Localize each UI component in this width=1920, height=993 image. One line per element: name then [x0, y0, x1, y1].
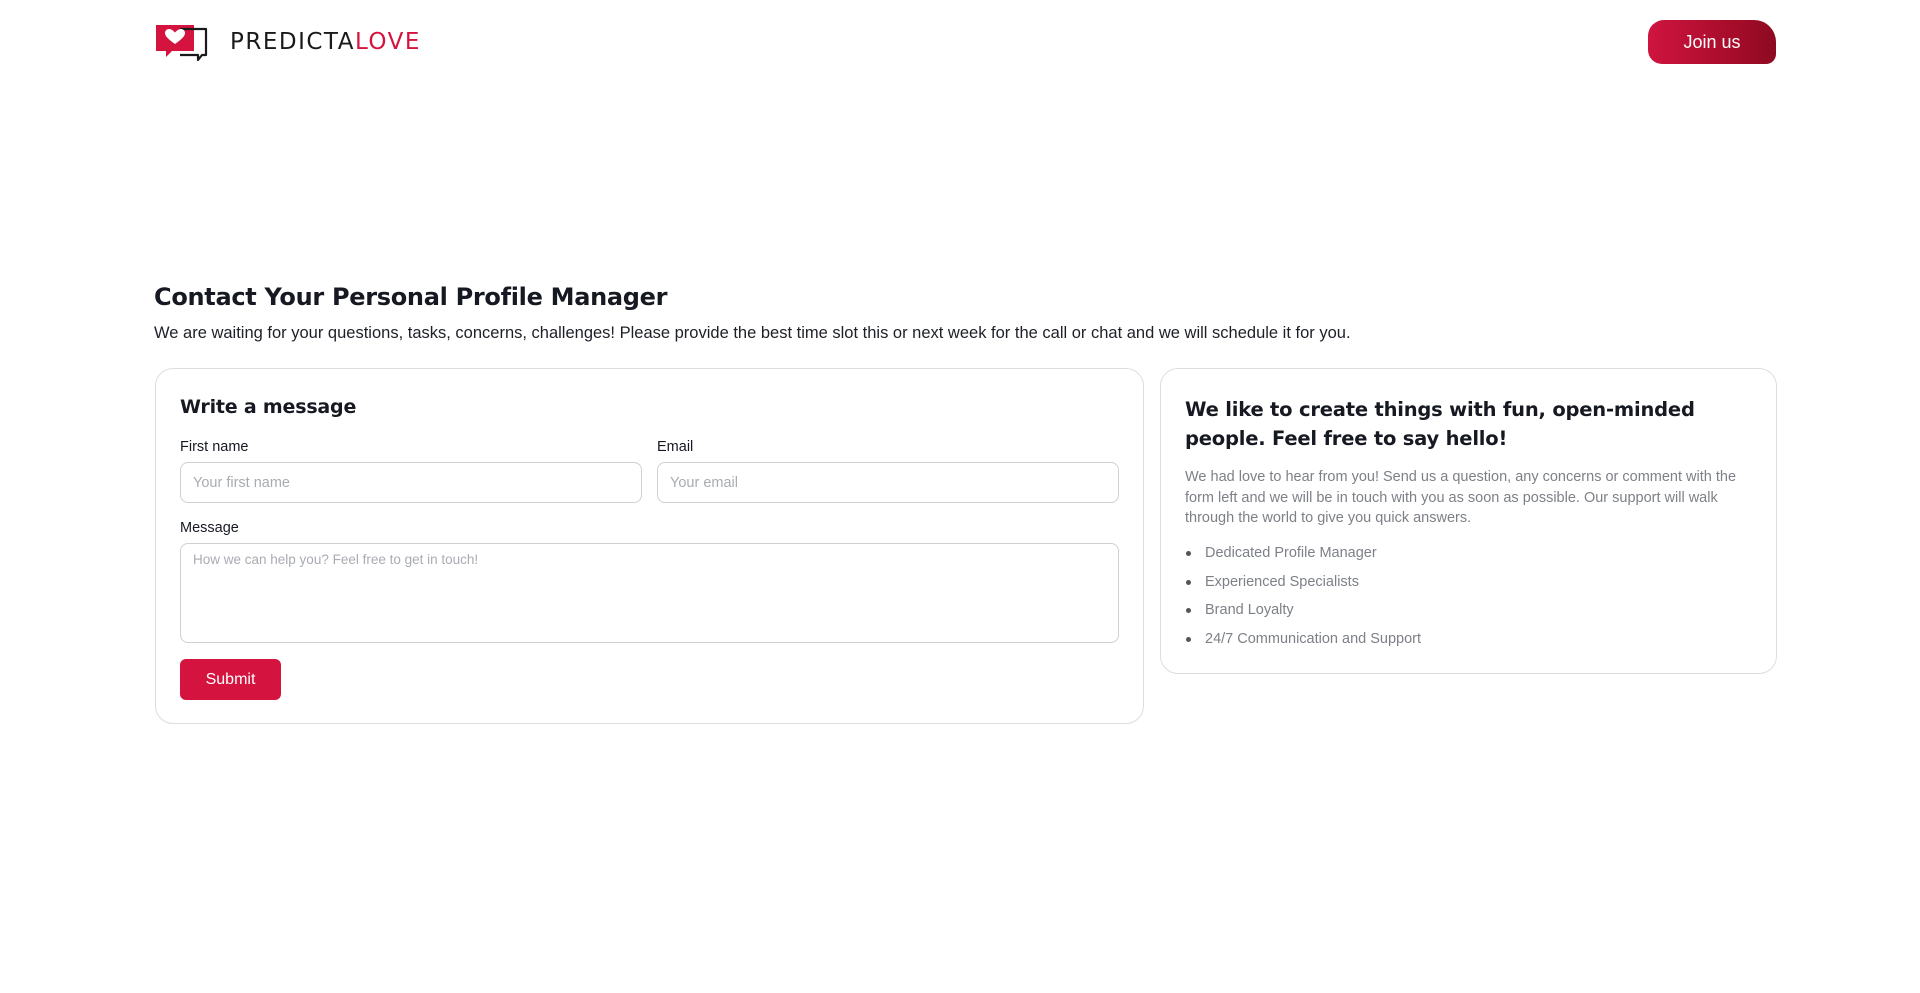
list-item: Brand Loyalty: [1185, 600, 1421, 629]
site-header: [0, 0, 1920, 86]
first-name-label: First name: [180, 439, 249, 455]
message-textarea[interactable]: [180, 543, 1119, 643]
page-title: Contact Your Personal Profile Manager: [154, 283, 668, 311]
first-name-input[interactable]: [180, 462, 642, 503]
heart-chat-icon: [154, 23, 208, 61]
feature-list: [1185, 543, 1421, 657]
list-item: 24/7 Communication and Support: [1185, 629, 1421, 658]
brand-name-part2: LOVE: [354, 29, 421, 55]
list-item: Experienced Specialists: [1185, 572, 1421, 601]
info-text: We had love to hear from you! Send us a question, any concerns or comment with the form left and we will be in touch with you as soon as possible. Our support will walk through the world to give you quick answers.: [1185, 469, 1737, 526]
email-label: Email: [657, 439, 694, 455]
message-label: Message: [180, 520, 239, 536]
email-input[interactable]: [657, 462, 1119, 503]
brand-logo[interactable]: [154, 23, 421, 61]
info-title: We like to create things with fun, open-minded people. Feel free to say hello!: [1185, 398, 1695, 450]
page-description: We are waiting for your questions, tasks, concerns, challenges! Please provide the best time slot this or next week for the call or chat and we will schedule it for you.: [154, 324, 1351, 342]
list-item: Dedicated Profile Manager: [1185, 543, 1421, 572]
brand-name: [230, 29, 421, 55]
form-title: Write a message: [180, 396, 357, 418]
join-us-button[interactable]: Join us: [1648, 20, 1776, 64]
info-card: [1160, 368, 1777, 674]
message-form-card: [155, 368, 1144, 724]
submit-button[interactable]: Submit: [180, 659, 281, 700]
brand-name-part1: PREDICTA: [230, 29, 355, 55]
